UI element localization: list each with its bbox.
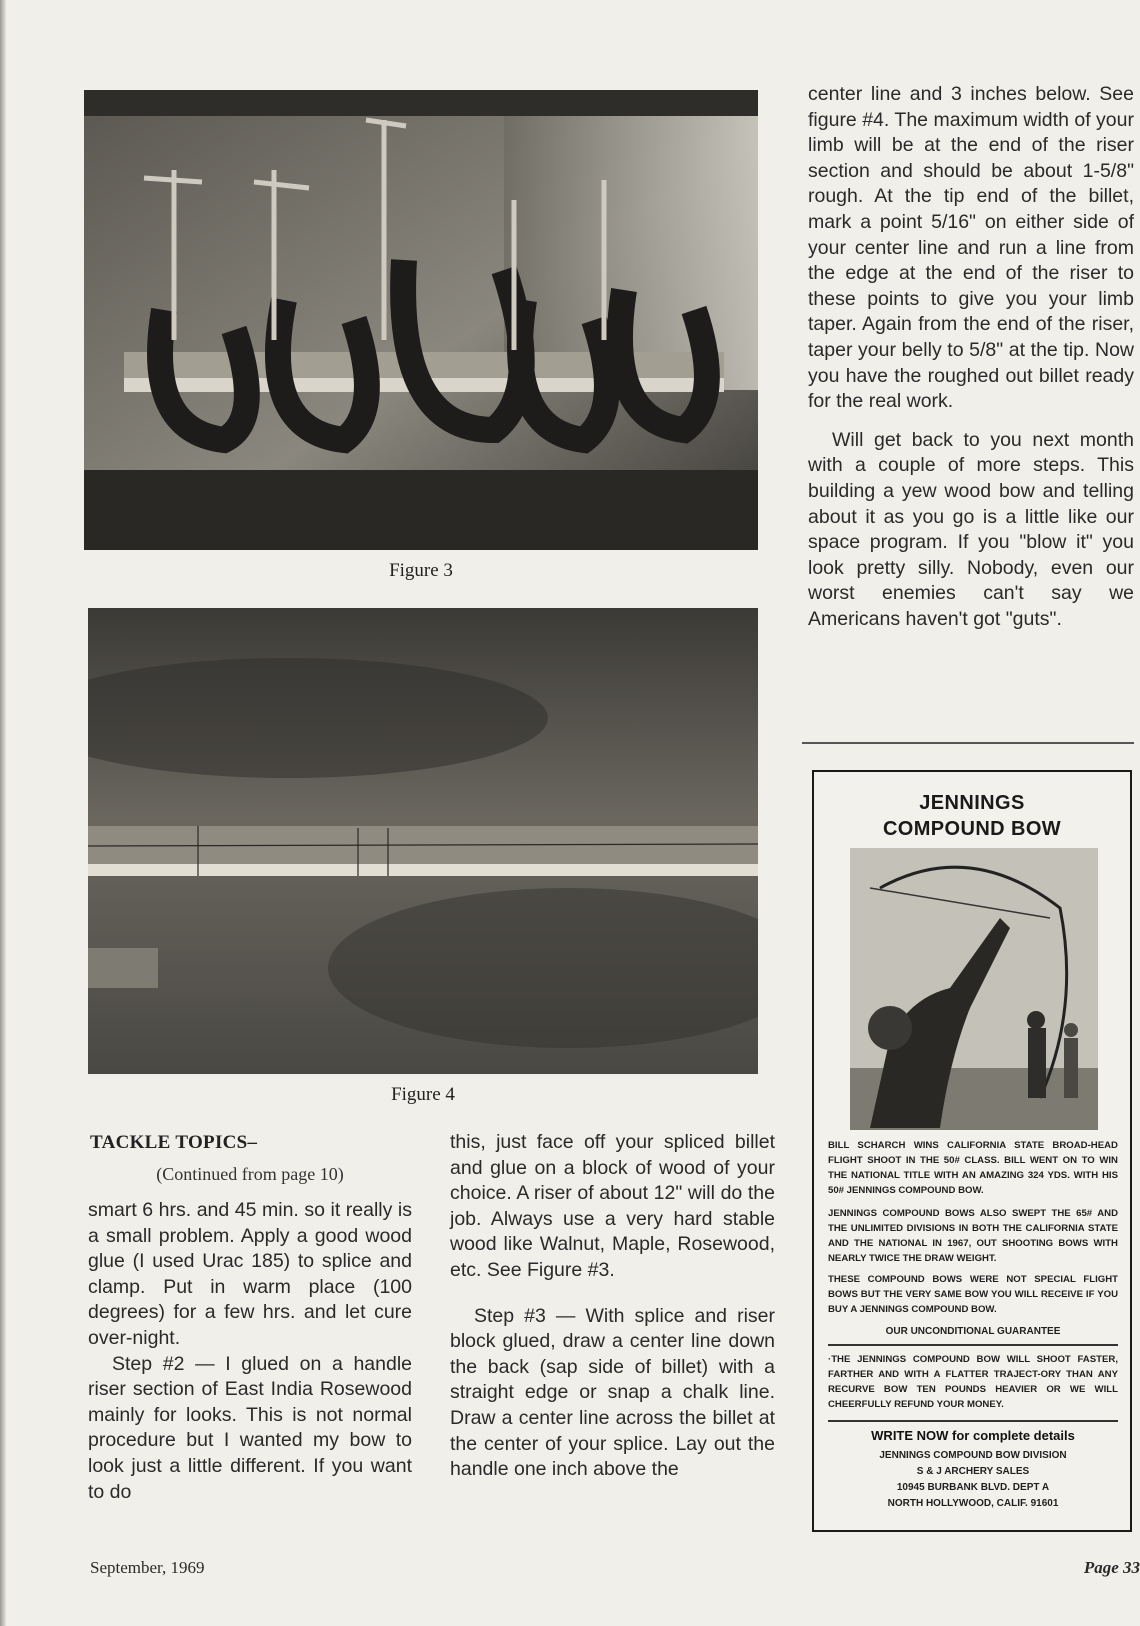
ad-archer-photo xyxy=(850,848,1098,1130)
left-column-text xyxy=(88,1198,412,1505)
ad-paragraph-2: JENNINGS COMPOUND BOWS ALSO SWEPT THE 65# AND THE UNLIMITED DIVISIONS IN BOTH THE CALIFORNIA STATE AND THE NATIONAL IN 1967, OUT SHOOTING BOWS WITH NEARLY TWICE THE DRAW WEIGHT. xyxy=(828,1208,1118,1264)
ad-divider xyxy=(828,1344,1118,1346)
figure-4-caption: Figure 4 xyxy=(391,1084,455,1105)
right-column-text xyxy=(808,82,1134,632)
continued-note: (Continued from page 10) xyxy=(156,1164,344,1184)
column-divider xyxy=(802,742,1134,744)
ad-title-line-2: COMPOUND BOW xyxy=(882,818,1062,840)
ad-address-line: S & J ARCHERY SALES xyxy=(916,1466,1030,1477)
figure-3-photo xyxy=(84,90,758,550)
ad-address-line: 10945 BURBANK BLVD. DEPT A xyxy=(896,1482,1050,1493)
page-edge xyxy=(0,0,6,1626)
right-paragraph-1: center line and 3 inches below. See figure #4. The maximum width of your limb will be at the end of the riser section and should be about 1-5/8" rough. At the tip end of the billet, mark a point 5/16" on either side of your center line and run a line from the edge at the end of the riser to these points to give you your limb taper. Again from the end of the riser, taper your belly to 5/8" at the tip. Now you have the roughed out billet ready for the real work. xyxy=(808,83,1134,413)
ad-guarantee-text: ·THE JENNINGS COMPOUND BOW WILL SHOOT FASTER, FARTHER AND WITH A FLATTER TRAJECT-ORY THAN ANY RECURVE BOW TEN POUNDS HEAVIER OR WE WILL CHEERFULLY REFUND YOUR MONEY. xyxy=(828,1354,1118,1410)
figure-4-photo xyxy=(88,608,758,1074)
left-paragraph-2: Step #2 — I glued on a handle riser section of East India Rosewood mainly for looks. This is not normal procedure but I wanted my bow to look just a little different. If you want to do xyxy=(88,1352,412,1503)
section-heading: TACKLE TOPICS– xyxy=(90,1132,258,1153)
figure-3-caption: Figure 3 xyxy=(389,560,453,581)
page-number: Page 33 xyxy=(1083,1558,1140,1577)
ad-write-now: WRITE NOW for complete details xyxy=(871,1428,1075,1443)
ad-address-line: JENNINGS COMPOUND BOW DIVISION xyxy=(879,1450,1067,1461)
right-paragraph-2: Will get back to you next month with a couple of more steps. This building a yew wood bow and telling about it as you go is a little like our space program. If you "blow it" you look pretty silly. Nobody, even our worst enemies can't say we Americans haven't got "guts". xyxy=(808,428,1134,630)
ad-divider xyxy=(828,1420,1118,1422)
middle-column-text xyxy=(450,1130,775,1483)
middle-paragraph-2: Step #3 — With splice and riser block glued, draw a center line down the back (sap side of billet) with a straight edge or snap a chalk line. Draw a center line across the billet at the center of your splice. Lay out the handle one inch above the xyxy=(450,1304,775,1481)
footer-date: September, 1969 xyxy=(90,1558,205,1577)
ad-address-line: NORTH HOLLYWOOD, CALIF. 91601 xyxy=(887,1498,1059,1509)
ad-guarantee-heading: OUR UNCONDITIONAL GUARANTEE xyxy=(885,1326,1061,1337)
ad-paragraph-1: BILL SCHARCH WINS CALIFORNIA STATE BROAD-HEAD FLIGHT SHOOT IN THE 50# CLASS. BILL WENT ON TO WIN THE NATIONAL TITLE WITH AN AMAZING 324 YDS. WITH HIS 50# JENNINGS COMPOUND BOW. xyxy=(828,1140,1118,1196)
ad-paragraph-3: THESE COMPOUND BOWS WERE NOT SPECIAL FLIGHT BOWS BUT THE VERY SAME BOW YOU WILL RECEIVE IF YOU BUY A JENNINGS COMPOUND BOW. xyxy=(828,1274,1118,1315)
ad-title-line-1: JENNINGS xyxy=(919,792,1025,814)
jennings-advertisement xyxy=(812,770,1132,1532)
middle-paragraph-1: this, just face off your spliced billet and glue on a block of wood of your choice. A riser of about 12" will do the job. Always use a very hard stable wood like Walnut, Maple, Rosewood, etc. See Figure #3. xyxy=(450,1131,775,1281)
left-paragraph-1: smart 6 hrs. and 45 min. so it really is a small problem. Apply a good wood glue (I used Urac 185) to splice and clamp. Put in warm place (100 degrees) for a few hrs. and let cure over-night. xyxy=(88,1199,412,1349)
